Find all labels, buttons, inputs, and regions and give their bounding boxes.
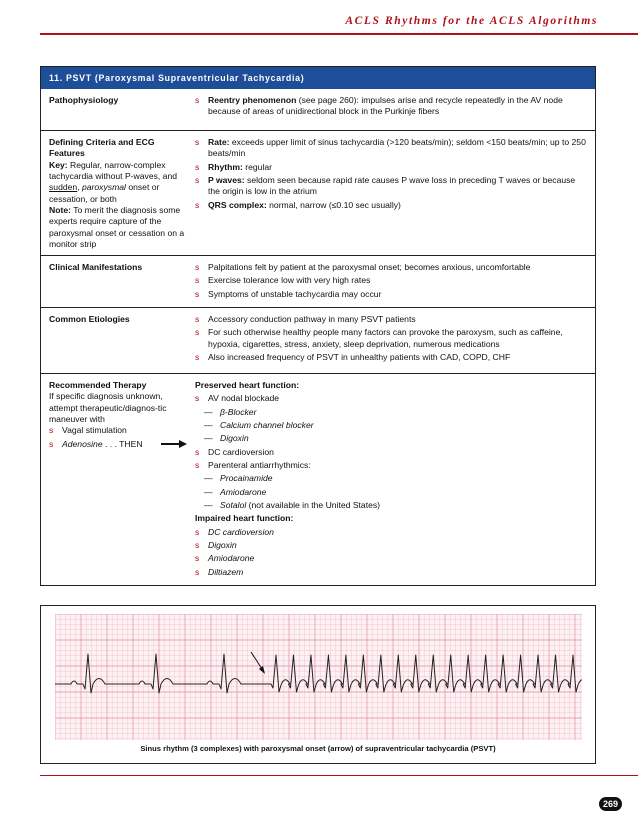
dash-item [195, 420, 587, 431]
term: Rate: [208, 137, 230, 147]
running-title: ACLS Rhythms for the ACLS Algorithms [345, 15, 598, 27]
description: (see page 260): impulses arise and recycle repeatedly in the AV node because of areas of unidirectional block in the Purkinje fibers [208, 95, 563, 117]
bullet-marker: s [195, 314, 200, 324]
row-label: Recommended Therapy [49, 380, 147, 390]
dash-marker: — [204, 406, 213, 417]
adenosine: Adenosine [62, 438, 103, 449]
row-label-cell [41, 256, 191, 307]
row-label: Pathophysiology [49, 95, 119, 105]
row-label: Common Etiologies [49, 314, 130, 324]
bullet-marker: s [49, 438, 54, 449]
drug-name: Amiodarone [220, 486, 267, 497]
bullet-text [208, 200, 587, 211]
table-title: 11. PSVT (Paroxysmal Supraventricular Tachycardia) [41, 67, 595, 89]
ecg-figure [40, 605, 596, 764]
bullet-marker: s [195, 540, 200, 551]
bullet-text: Palpitations felt by patient at the paroxysmal onset; becomes anxious, uncomfortable [208, 262, 531, 272]
dash-item [195, 500, 587, 511]
ecg-paper [55, 614, 582, 740]
bullet-item [195, 447, 587, 458]
drug-name: Procainamide [220, 473, 273, 484]
bullet-text: AV nodal blockade [208, 393, 280, 404]
bullet-item [195, 275, 587, 286]
bullet-item [49, 439, 187, 450]
row-label-cell [41, 308, 191, 373]
bullet-item [195, 540, 587, 551]
header-rule [40, 33, 638, 35]
subheading-preserved: Preserved heart function: [195, 380, 300, 390]
key-label: Key: [49, 159, 68, 170]
bullet-text: Amiodarone [208, 553, 255, 564]
bullet-text [208, 162, 587, 173]
term: P waves: [208, 175, 245, 186]
row-label: Clinical Manifestations [49, 262, 143, 272]
then-text: . . . THEN [102, 438, 143, 449]
dash-marker: — [204, 433, 213, 444]
bullet-text: Accessory conduction pathway in many PSVT patients [208, 314, 416, 324]
description: normal, narrow (≤0.10 sec usually) [266, 199, 401, 210]
bullet-marker: s [195, 446, 200, 457]
term: QRS complex: [208, 199, 267, 210]
bullet-marker: s [195, 327, 200, 338]
arrow-right-icon [161, 439, 187, 449]
dash-item [195, 473, 587, 484]
bullet-item [195, 527, 587, 538]
bullet-marker: s [195, 460, 200, 471]
bullet-marker: s [195, 199, 200, 210]
bullet-text [208, 137, 587, 160]
row-content [191, 374, 595, 585]
dash-marker: — [204, 486, 213, 497]
bullet-item [195, 289, 587, 300]
footer-rule [40, 775, 638, 776]
bullet-text: Diltiazem [208, 566, 244, 577]
drug-name: Digoxin [220, 433, 249, 444]
note-text: To merit the diagnosis some experts require capture of the paroxysmal onset or cessation on a monitor strip [49, 205, 185, 250]
bullet-marker: s [195, 275, 200, 286]
bullet-text [62, 439, 161, 450]
row-clinical-manifestations [41, 255, 595, 307]
drug-name: β-Blocker [220, 406, 257, 417]
drug-sotalol [220, 500, 380, 511]
key-paroxysmal: paroxysmal [81, 182, 126, 193]
subheading-impaired: Impaired heart function: [195, 513, 294, 524]
bullet-marker: s [195, 352, 200, 363]
ecg-caption: Sinus rhythm (3 complexes) with paroxysmal onset (arrow) of supraventricular tachycardia (PSVT) [140, 744, 496, 753]
row-common-etiologies [41, 307, 595, 373]
row-label: Defining Criteria and ECG Features [49, 137, 155, 159]
drug-name: Calcium channel blocker [220, 420, 314, 431]
bullet-item [195, 137, 587, 160]
bullet-text: Also increased frequency of PSVT in unhealthy patients with CAD, COPD, CHF [208, 352, 511, 363]
drug-name: Sotalol [220, 500, 247, 511]
bullet-text: Vagal stimulation [62, 425, 127, 436]
bullet-marker: s [195, 553, 200, 564]
bullet-item [49, 425, 187, 436]
description: regular [242, 161, 272, 172]
description: seldom seen because rapid rate causes P wave loss in preceding T waves or because the origin is low in the atrium [208, 175, 576, 197]
row-recommended-therapy [41, 373, 595, 585]
bullet-item [195, 553, 587, 564]
key-text: , [77, 182, 82, 193]
bullet-text [208, 95, 587, 118]
key-text: onset or cessation, or both [49, 182, 160, 204]
dash-marker: — [204, 420, 213, 431]
ecg-strip [55, 614, 582, 740]
bullet-item [195, 314, 587, 325]
bullet-text: Digoxin [208, 540, 237, 551]
bullet-text: Exercise tolerance low with very high rates [208, 275, 371, 286]
row-label-cell [41, 131, 191, 255]
dash-marker: — [204, 500, 213, 511]
bullet-item [195, 460, 587, 471]
bullet-marker: s [195, 95, 200, 105]
bullet-text: DC cardioversion [208, 446, 274, 457]
bullet-marker: s [195, 526, 200, 537]
psvt-table [40, 66, 596, 586]
bullet-item [195, 175, 587, 198]
bullet-item [195, 95, 587, 118]
row-content [191, 131, 595, 255]
bullet-marker: s [195, 161, 200, 172]
bullet-item [195, 262, 587, 273]
row-label-cell [41, 374, 191, 585]
drug-note: (not available in the United States) [246, 500, 381, 511]
bullet-text: DC cardioversion [208, 526, 274, 537]
bullet-item [195, 567, 587, 578]
dash-item [195, 407, 587, 418]
bullet-item [195, 352, 587, 363]
therapy-intro: If specific diagnosis unknown, attempt therapeutic/diagnos-tic maneuver with [49, 391, 167, 425]
bullet-text: Symptoms of unstable tachycardia may occur [208, 288, 382, 299]
bullet-text: For such otherwise healthy people many factors can provoke the paroxysm, such as caffeine, hypoxia, cigarettes, stress, anxiety, sleep deprivation, numerous medications [208, 327, 563, 349]
row-pathophysiology [41, 89, 595, 130]
dash-item [195, 433, 587, 444]
bullet-item [195, 162, 587, 173]
bullet-item [195, 200, 587, 211]
description: exceeds upper limit of sinus tachycardia (>120 beats/min); seldom <150 beats/min; up to 250 beats/min [208, 137, 586, 159]
bullet-text [208, 175, 587, 198]
bullet-marker: s [195, 262, 200, 272]
bullet-marker: s [195, 175, 200, 186]
bullet-item [195, 393, 587, 404]
dash-marker: — [204, 473, 213, 484]
bullet-marker: s [49, 425, 54, 436]
bullet-item [195, 327, 587, 350]
bullet-marker: s [195, 393, 200, 404]
row-defining-criteria [41, 130, 595, 255]
term: Rhythm: [208, 161, 243, 172]
dash-item [195, 487, 587, 498]
bullet-marker: s [195, 566, 200, 577]
key-sudden: sudden [49, 182, 78, 193]
row-content [191, 89, 595, 130]
note-paragraph [49, 205, 187, 250]
key-text: Regular, narrow-complex tachycardia without P-waves, and [49, 159, 178, 182]
bullet-text: Parenteral antiarrhythmics: [208, 460, 311, 471]
row-content [191, 256, 595, 307]
row-label-cell [41, 89, 191, 130]
note-label: Note: [49, 205, 71, 216]
bullet-marker: s [195, 288, 200, 299]
key-paragraph [49, 160, 187, 205]
term: Reentry phenomenon [208, 95, 297, 105]
page-number: 269 [599, 797, 622, 811]
row-content [191, 308, 595, 373]
bullet-marker: s [195, 137, 200, 147]
